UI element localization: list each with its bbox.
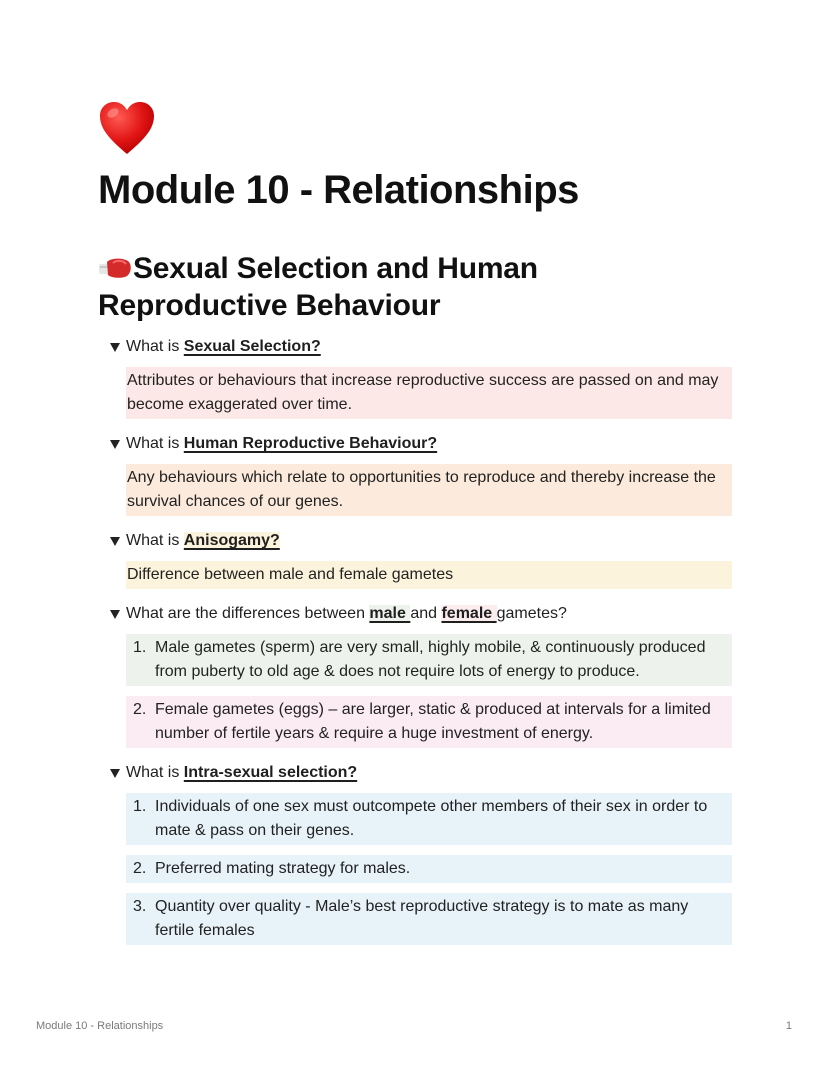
document-page: [98, 100, 732, 955]
page-number: 1: [785, 1020, 792, 1032]
toggle-answer: Any behaviours which relate to opportunities to reproduce and thereby increase the survival chances of our genes.: [126, 464, 732, 516]
key-term: Intra-sexual selection?: [183, 764, 358, 781]
triangle-down-icon[interactable]: [110, 343, 120, 352]
red-heart-icon: [98, 100, 156, 156]
toggle-human-reproductive-behaviour[interactable]: [98, 433, 732, 516]
section-title: Sexual Selection and Human Reproductive Behaviour: [98, 252, 538, 322]
toggle-answer: Attributes or behaviours that increase reproductive success are passed on and may become exaggerated over time.: [126, 367, 732, 419]
list-item: 2. Female gametes (eggs) – are larger, static & produced at intervals for a limited number of fertile years & require a huge investment of energy.: [126, 696, 732, 748]
toggle-anisogamy[interactable]: [98, 530, 732, 589]
numbered-list: [126, 793, 732, 945]
key-term: Human Reproductive Behaviour?: [183, 435, 438, 452]
key-term-male: male: [369, 605, 411, 622]
toggle-question[interactable]: What are the differences between male and female gametes?: [98, 603, 732, 625]
toggle-intra-sexual-selection[interactable]: [98, 762, 732, 945]
toggle-gamete-differences[interactable]: [98, 603, 732, 748]
footer-title: Module 10 - Relationships: [36, 1020, 164, 1032]
triangle-down-icon[interactable]: [110, 610, 120, 619]
toggle-question[interactable]: What is Human Reproductive Behaviour?: [98, 433, 732, 455]
triangle-down-icon[interactable]: [110, 537, 120, 546]
list-item: 1. Male gametes (sperm) are very small, highly mobile, & continuously produced from puberty to old age & does not require lots of energy to produce.: [126, 634, 732, 686]
page-title: Module 10 - Relationships: [98, 168, 579, 212]
toggle-question[interactable]: What is Anisogamy?: [98, 530, 732, 552]
toggle-answer: Difference between male and female gametes: [126, 561, 732, 589]
triangle-down-icon[interactable]: [110, 769, 120, 778]
numbered-list: [126, 634, 732, 748]
toggle-sexual-selection[interactable]: [98, 336, 732, 419]
toggle-question[interactable]: What is Sexual Selection?: [98, 336, 732, 358]
boxing-glove-icon: [98, 257, 132, 279]
toggle-question[interactable]: What is Intra-sexual selection?: [98, 762, 732, 784]
section-heading: [98, 250, 732, 324]
key-term-female: female: [441, 605, 497, 622]
key-term: Sexual Selection?: [183, 338, 321, 355]
triangle-down-icon[interactable]: [110, 440, 120, 449]
key-term: Anisogamy?: [183, 532, 280, 549]
list-item: 2. Preferred mating strategy for males.: [126, 855, 732, 883]
list-item: 3. Quantity over quality - Male’s best reproductive strategy is to mate as many fertile females: [126, 893, 732, 945]
list-item: 1. Individuals of one sex must outcompete other members of their sex in order to mate & pass on their genes.: [126, 793, 732, 845]
